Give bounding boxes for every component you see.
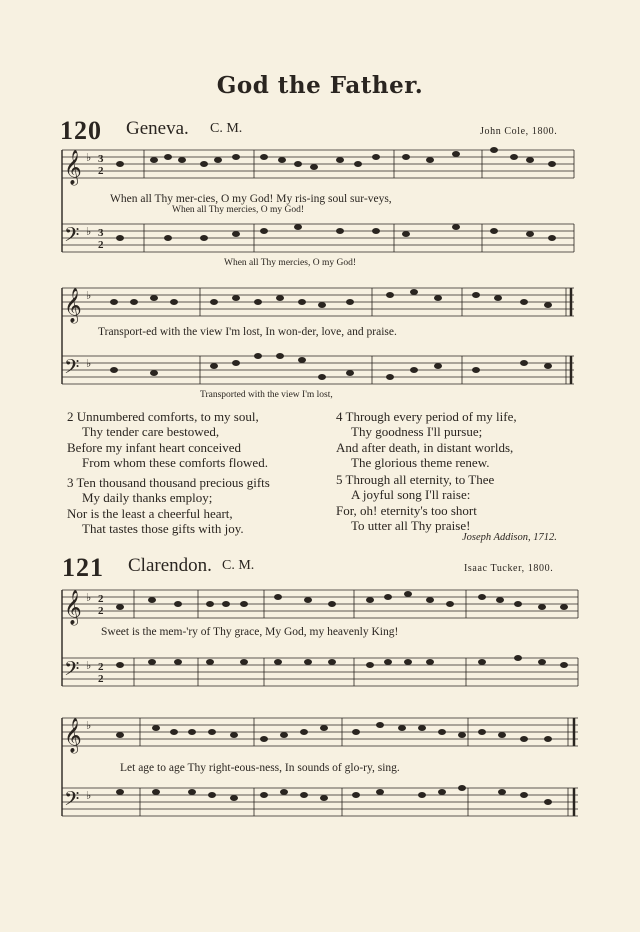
verse-line: For, oh! eternity's too short	[336, 502, 477, 518]
lyrics-soprano: Let age to age Thy right-eous-ness, In sounds of glo-ry, sing.	[120, 762, 400, 774]
verse-line: 2 Unnumbered comforts, to my soul,	[67, 409, 259, 424]
verse-block	[67, 475, 270, 536]
attribution: Joseph Addison, 1712.	[462, 532, 557, 543]
verse-block	[336, 409, 517, 470]
verse-line: To utter all Thy praise!	[351, 517, 471, 533]
meter: C. M.	[210, 121, 243, 136]
lyrics-soprano: When all Thy mer-cies, O my God! My ris-ing soul sur-veys,	[110, 193, 392, 205]
svg-text:𝄢: 𝄢	[64, 659, 80, 685]
svg-text:𝄞: 𝄞	[64, 719, 82, 752]
lyrics-soprano: Transport-ed with the view I'm lost, In won-der, love, and praise.	[98, 326, 397, 338]
verse-line: That tastes those gifts with joy.	[82, 520, 244, 536]
verse-line: Thy goodness I'll pursue;	[351, 424, 483, 440]
page-title: God the Father.	[216, 72, 424, 99]
meter: C. M.	[222, 558, 255, 573]
svg-text:3: 3	[98, 153, 104, 165]
verse-line: The glorious theme renew.	[351, 454, 490, 470]
composer: Isaac Tucker, 1800.	[464, 563, 554, 574]
verse-line: Thy tender care bestowed,	[82, 424, 220, 440]
svg-text:𝄞: 𝄞	[64, 289, 82, 322]
lyrics-bass: Transported with the view I'm lost,	[200, 390, 333, 400]
tune-name: Clarendon.	[128, 555, 212, 576]
svg-text:♭: ♭	[86, 790, 92, 802]
svg-text:2: 2	[98, 593, 104, 605]
svg-text:♭: ♭	[86, 592, 92, 604]
svg-text:♭: ♭	[86, 720, 92, 732]
lyrics-soprano: Sweet is the mem-'ry of Thy grace, My God, my heavenly King!	[101, 626, 399, 638]
hymn-number: 121	[62, 553, 104, 582]
svg-text:3: 3	[98, 227, 104, 239]
svg-text:2: 2	[98, 673, 104, 685]
svg-text:2: 2	[98, 165, 104, 177]
verse-line: Before my infant heart conceived	[67, 439, 241, 455]
verse-line: Nor is the least a cheerful heart,	[67, 505, 233, 521]
verse-line: My daily thanks employ;	[82, 490, 213, 506]
svg-text:♭: ♭	[86, 358, 92, 370]
verse-line: 3 Ten thousand thousand precious gifts	[67, 475, 270, 490]
svg-text:𝄞: 𝄞	[64, 151, 82, 184]
svg-text:𝄞: 𝄞	[64, 591, 82, 624]
verse-line: 5 Through all eternity, to Thee	[336, 472, 495, 487]
svg-text:♭: ♭	[86, 290, 92, 302]
composer: John Cole, 1800.	[480, 126, 558, 137]
music-system	[58, 578, 582, 698]
verse-block	[336, 472, 494, 533]
tune-name: Geneva.	[126, 118, 189, 139]
svg-text:2: 2	[98, 605, 104, 617]
svg-text:♭: ♭	[86, 226, 92, 238]
verse-line: From whom these comforts flowed.	[82, 454, 268, 470]
lyrics-alto: When all Thy mercies, O my God!	[172, 205, 304, 215]
svg-text:𝄢: 𝄢	[64, 225, 80, 251]
svg-text:𝄢: 𝄢	[64, 789, 80, 815]
svg-text:♭: ♭	[86, 660, 92, 672]
svg-text:𝄢: 𝄢	[64, 357, 80, 383]
svg-text:2: 2	[98, 239, 104, 251]
verse-line: A joyful song I'll raise:	[351, 487, 471, 503]
hymn-number: 120	[60, 116, 102, 145]
verse-line: 4 Through every period of my life,	[336, 409, 517, 424]
verse-line: And after death, in distant worlds,	[336, 439, 514, 455]
svg-text:♭: ♭	[86, 152, 92, 164]
lyrics-bass: When all Thy mercies, O my God!	[224, 258, 356, 268]
svg-text:2: 2	[98, 661, 104, 673]
verse-block	[67, 409, 268, 470]
